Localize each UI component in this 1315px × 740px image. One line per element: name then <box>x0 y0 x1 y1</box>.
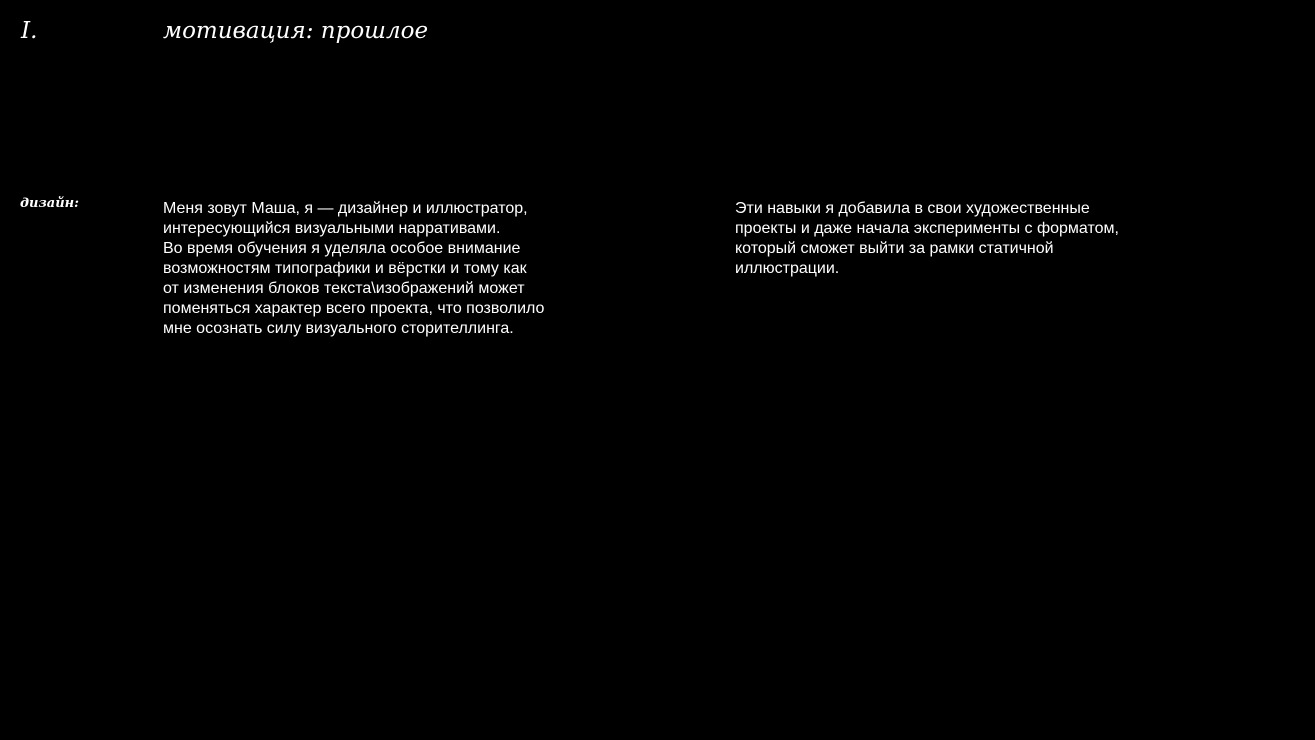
paragraph-left: Меня зовут Маша, я — дизайнер и иллюстратор, интересующийся визуальными нарративами. Во время обучения я уделяла особое внимание возможностям типографики и вёрстки и тому как от изменения блоков текста\изображений может поменяться характер всего проекта, что позволило мне осознать силу визуального сторителлинга. <box>163 200 545 337</box>
section-title: мотивация: прошлое <box>163 18 429 44</box>
section-number: I. <box>21 18 38 44</box>
section-label: дизайн: <box>20 196 79 211</box>
paragraph-right: Эти навыки я добавила в свои художественные проекты и даже начала эксперименты с форматом, который сможет выйти за рамки статичной иллюстрации. <box>735 200 1119 277</box>
